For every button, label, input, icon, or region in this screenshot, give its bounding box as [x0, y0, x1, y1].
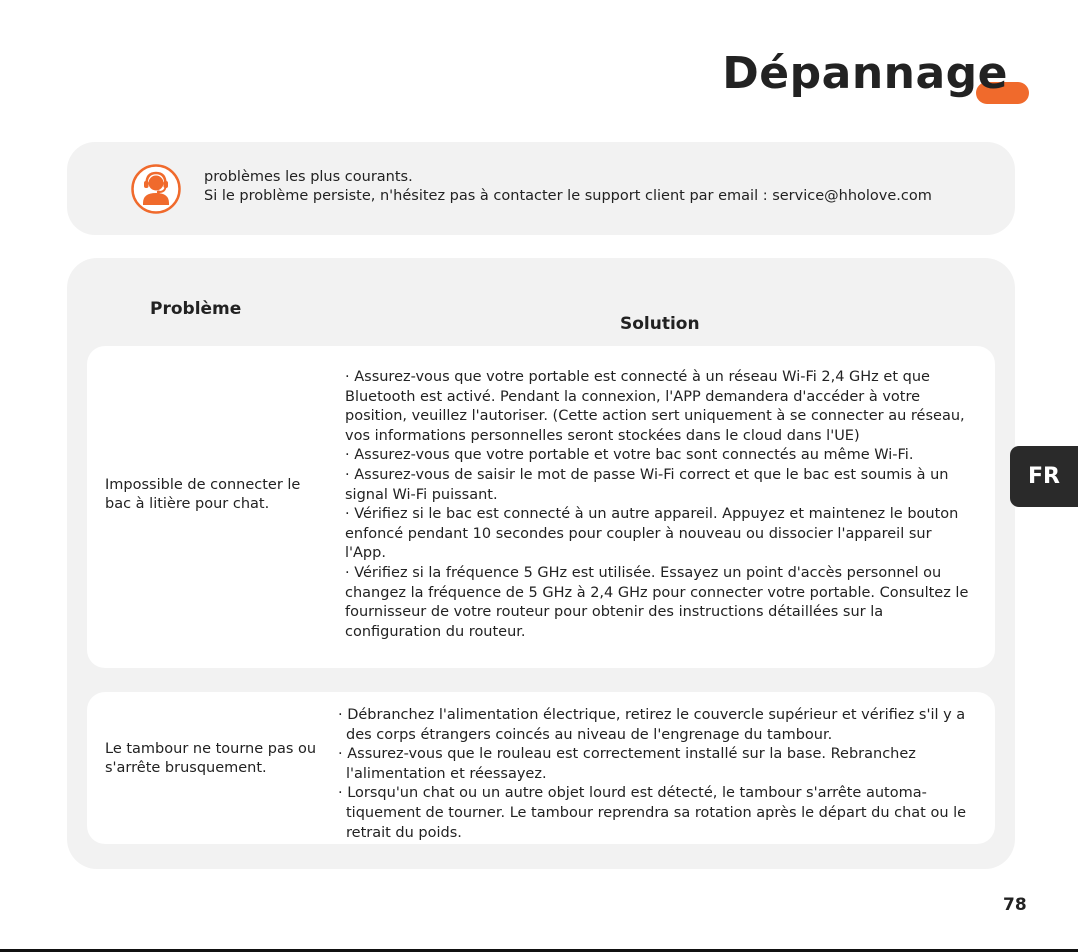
problem-cell: Le tambour ne tourne pas ou s'arrête brusquement.: [105, 741, 317, 776]
solution-item: · Vérifiez si le bac est connecté à un autre appareil. Appuyez et maintenez le bouton enfoncé pendant 10 secondes pour coupler à nouveau ou dissocier l'appareil sur l'App.: [345, 506, 959, 562]
solution-item: · Assurez-vous que le rouleau est correctement installé sur la base. Rebranchez l'alimentation et réessayez.: [338, 746, 916, 782]
page-title: Dépannage: [722, 48, 1008, 99]
column-header-problem: Problème: [150, 299, 242, 319]
notice-panel: [67, 142, 1015, 235]
table-row: [87, 692, 995, 844]
solution-cell: [338, 706, 978, 843]
solution-item: · Assurez-vous que votre portable et votre bac sont connectés au même Wi-Fi.: [345, 447, 914, 464]
solution-item: · Assurez-vous de saisir le mot de passe Wi-Fi correct et que le bac est soumis à un signal Wi-Fi puissant.: [345, 466, 949, 503]
solution-item: · Vérifiez si la fréquence 5 GHz est utilisée. Essayez un point d'accès personnel ou changez la fréquence de 5 GHz à 2,4 GHz pour connecter votre portable. Consultez le fournisseur de votre routeur pour obtenir des instructions détaillées sur la configuration du routeur.: [345, 564, 969, 640]
solution-item: · Lorsqu'un chat ou un autre objet lourd est détecté, le tambour s'arrête automa-tiquement de tourner. Le tambour reprendra sa rotation après le départ du chat ou le retrait du poids.: [338, 785, 967, 841]
notice-line-2: Si le problème persiste, n'hésitez pas à contacter le support client par email : service@hholove.com: [204, 188, 932, 204]
customer-support-headset-icon: [131, 164, 181, 214]
table-row: [87, 346, 995, 668]
problem-cell: Impossible de connecter le bac à litière pour chat.: [105, 477, 301, 512]
solution-cell: [345, 368, 977, 642]
troubleshooting-table: [67, 258, 1015, 869]
solution-item: · Débranchez l'alimentation électrique, retirez le couvercle supérieur et vérifiez s'il y a des corps étrangers coincés au niveau de l'engrenage du tambour.: [338, 707, 966, 743]
notice-line-1: problèmes les plus courants.: [204, 169, 413, 185]
column-header-solution: Solution: [620, 314, 700, 334]
notice-text: [204, 168, 932, 206]
page-number: 78: [1003, 895, 1027, 915]
language-tab-fr: FR: [1010, 446, 1078, 507]
solution-item: · Assurez-vous que votre portable est connecté à un réseau Wi-Fi 2,4 GHz et que Bluetooth est activé. Pendant la connexion, l'APP demandera d'accéder à votre position, veuillez l'autoriser. (Cette action sert uniquement à se connecter au réseau, vos informations personnelles seront stockées dans le cloud dans l'UE): [345, 369, 965, 444]
